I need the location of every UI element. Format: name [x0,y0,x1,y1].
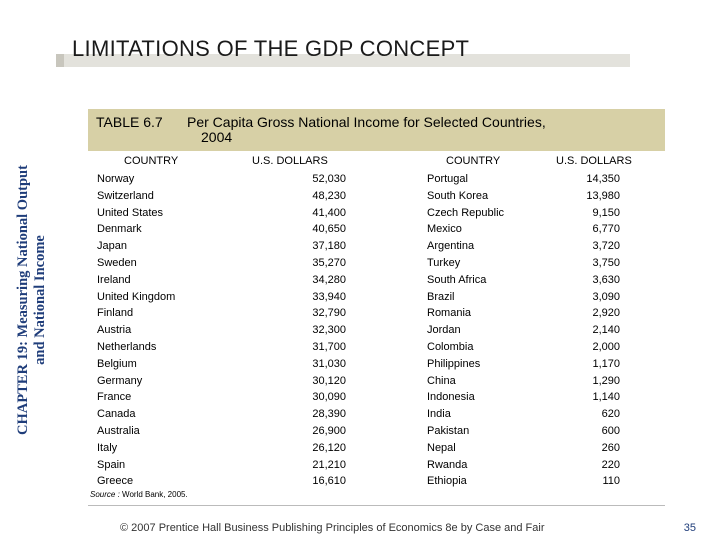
left-country-cell: Greece [97,475,134,488]
right-value-cell: 260 [601,441,620,454]
right-country-cell: Ethiopia [427,475,467,488]
left-value-cell: 40,650 [312,223,346,236]
column-header-country-right: COUNTRY [446,155,501,167]
right-country-cell: Pakistan [427,424,470,437]
right-value-cell: 6,770 [592,223,620,236]
right-country-cell: Brazil [427,290,455,303]
left-value-cell: 31,030 [312,357,346,370]
right-value-cell: 9,150 [592,206,620,219]
left-country-cell: Canada [97,408,136,421]
left-country-cell: Norway [97,173,135,185]
chapter-title-line1: CHAPTER 19: Measuring National Output [15,165,31,435]
footer-copyright: © 2007 Prentice Hall Business Publishing Principles of Economics 8e by Case and Fair [120,522,545,534]
right-value-cell: 14,350 [586,173,620,185]
right-country-cell: Colombia [427,340,474,353]
left-value-cell: 28,390 [312,408,346,421]
right-value-cell: 3,750 [592,256,620,269]
table-title [187,115,637,145]
footer-divider [88,505,665,506]
right-country-cell: Portugal [427,173,468,185]
slide-title: LIMITATIONS OF THE GDP CONCEPT [72,36,470,61]
column-header-usd-right: U.S. DOLLARS [556,155,632,167]
source-text: World Bank, 2005. [122,490,188,499]
right-value-cell: 13,980 [586,189,620,202]
table-number: TABLE 6.7 [96,114,163,130]
left-country-cell: Germany [97,374,143,387]
right-value-cell: 1,140 [592,391,620,404]
right-country-cell: India [427,408,451,421]
left-value-cell: 37,180 [312,240,346,253]
left-country-cell: United Kingdom [97,290,176,303]
right-country-cell: China [427,374,456,387]
left-country-cell: Switzerland [97,189,154,202]
left-value-cell: 34,280 [312,273,346,286]
right-value-cell: 2,000 [592,340,620,353]
chapter-sidebar [0,0,56,540]
right-country-cell: South Korea [427,189,489,202]
right-country-cell: Jordan [427,324,461,337]
left-value-cell: 32,790 [312,307,346,320]
left-value-column [250,171,346,490]
right-value-cell: 620 [601,408,620,421]
right-country-cell: Nepal [427,441,456,454]
column-header-usd-left: U.S. DOLLARS [252,155,328,167]
right-country-cell: Romania [427,307,472,320]
left-value-cell: 32,300 [312,324,346,337]
left-country-cell: Sweden [97,256,137,269]
table-title-line1: Per Capita Gross National Income for Selected Countries, [187,114,546,130]
left-country-cell: Netherlands [97,340,157,353]
left-country-cell: Austria [97,324,132,337]
left-country-cell: Finland [97,307,134,320]
right-country-cell: Philippines [427,357,481,370]
left-value-cell: 33,940 [312,290,346,303]
table-caption-bar [88,109,665,151]
right-value-cell: 1,170 [592,357,620,370]
right-country-cell: South Africa [427,273,487,286]
left-country-cell: Italy [97,441,118,454]
right-value-cell: 3,090 [592,290,620,303]
left-value-cell: 48,230 [312,189,346,202]
left-country-cell: Denmark [97,223,142,236]
page-number: 35 [683,522,696,534]
left-country-cell: Spain [97,458,126,471]
left-country-cell: United States [97,206,164,219]
left-country-column [97,171,175,490]
left-value-cell: 35,270 [312,256,346,269]
right-country-cell: Argentina [427,240,475,253]
right-country-column [427,171,504,490]
right-value-cell: 220 [601,458,620,471]
left-value-cell: 31,700 [312,340,346,353]
chapter-title [15,165,49,435]
left-country-cell: Belgium [97,357,137,370]
right-value-cell: 2,920 [592,307,620,320]
right-country-cell: Czech Republic [427,206,505,219]
left-value-cell: 26,900 [312,424,346,437]
left-country-cell: France [97,391,132,404]
left-value-cell: 52,030 [312,173,346,185]
right-country-cell: Rwanda [427,458,468,471]
left-value-cell: 30,120 [312,374,346,387]
right-value-cell: 1,290 [592,374,620,387]
right-value-cell: 3,720 [592,240,620,253]
left-value-cell: 41,400 [312,206,346,219]
left-country-cell: Australia [97,424,140,437]
right-value-cell: 110 [602,475,620,488]
right-value-column [550,171,620,490]
table-title-line2: 2004 [201,129,233,145]
table-source [90,490,188,499]
column-header-country-left: COUNTRY [124,155,179,167]
right-value-cell: 3,630 [592,273,620,286]
right-country-cell: Turkey [427,256,461,269]
left-value-cell: 21,210 [312,458,346,471]
left-value-cell: 16,610 [312,475,346,488]
chapter-title-line2: and National Income [32,235,48,365]
right-country-cell: Indonesia [427,391,475,404]
right-country-cell: Mexico [427,223,462,236]
left-country-cell: Japan [97,240,127,253]
left-value-cell: 30,090 [312,391,346,404]
left-country-cell: Ireland [97,273,131,286]
title-underline-accent [56,54,64,67]
left-value-cell: 26,120 [312,441,346,454]
right-value-cell: 2,140 [592,324,620,337]
source-label: Source : [90,490,120,499]
right-value-cell: 600 [601,424,620,437]
